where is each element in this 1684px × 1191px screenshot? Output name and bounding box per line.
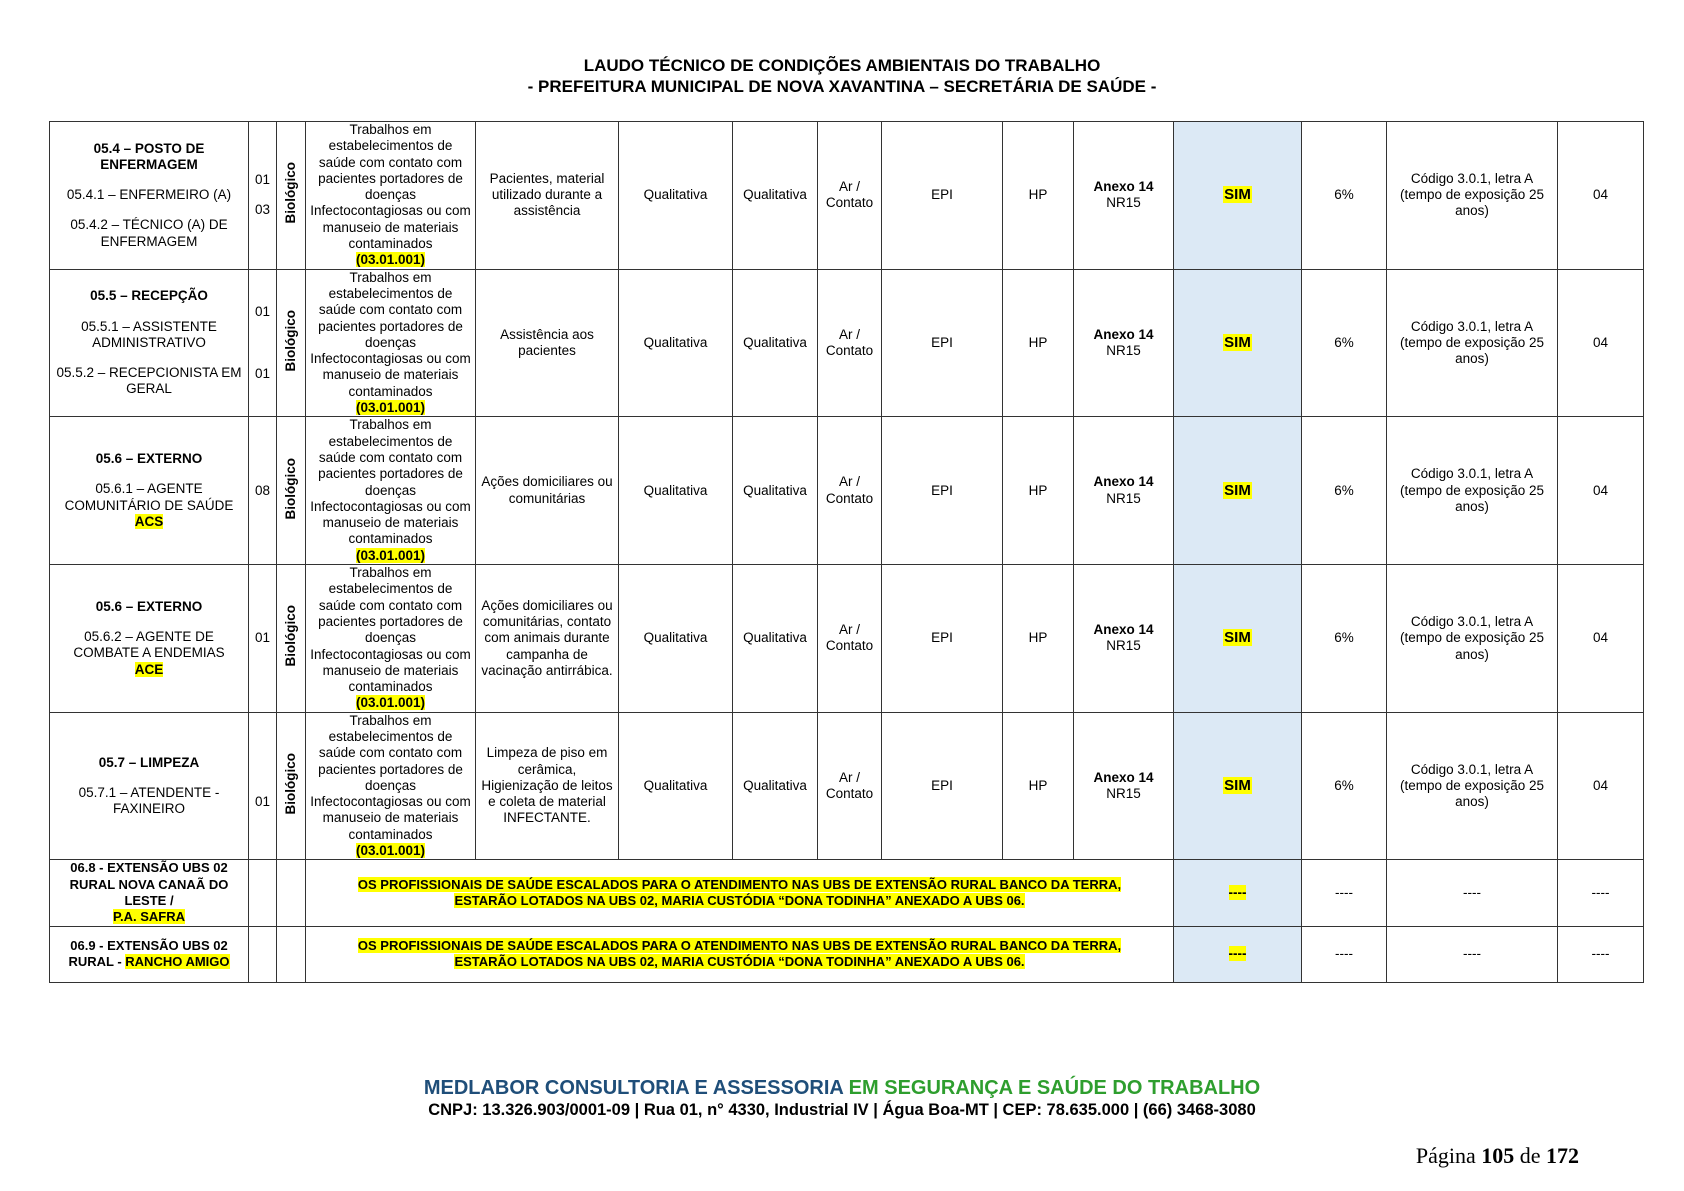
source-cell: Limpeza de piso em cerâmica, Higienização de leitos e coleta de material INFECTANTE.: [476, 712, 619, 860]
agent-cell: [306, 417, 476, 565]
page-number: [1416, 1143, 1579, 1169]
sector-cell: [50, 712, 249, 860]
agent-text: Trabalhos em estabelecimentos de saúde com contato com pacientes portadores de doenças Infectocontagiosas ou com manuseio de materiais contaminados: [310, 712, 471, 842]
source-cell: Assistência aos pacientes: [476, 269, 619, 417]
evaluation-cell: Qualitativa: [733, 712, 818, 860]
header-title: LAUDO TÉCNICO DE CONDIÇÕES AMBIENTAIS DO TRABALHO: [583, 56, 1101, 75]
years-cell: 04: [1558, 269, 1644, 417]
function-name: 05.4.2 – TÉCNICO (A) DE ENFERMAGEM: [70, 217, 228, 249]
insalubrity-value: SIM: [1224, 776, 1251, 794]
agent-cell: [306, 269, 476, 417]
extension-notice-cell: [306, 860, 1174, 926]
risk-type-cell: [277, 712, 306, 860]
annex-title: Anexo 14: [1093, 769, 1154, 785]
risk-type: Biológico: [282, 310, 298, 372]
annex-cell: [1074, 269, 1174, 417]
agent-text: Trabalhos em estabelecimentos de saúde com contato com pacientes portadores de doenças Infectocontagiosas ou com manuseio de materiais contaminados: [310, 565, 471, 695]
page-word: Página: [1415, 1143, 1476, 1168]
risk-type-cell: [277, 269, 306, 417]
quantity: 01: [254, 303, 271, 319]
code-cell: Código 3.0.1, letra A (tempo de exposição 25 anos): [1387, 269, 1558, 417]
insalubrity-cell: [1174, 926, 1302, 982]
source-cell: Ações domiciliares ou comunitárias, contato com animais durante campanha de vacinação antirrábica.: [476, 565, 619, 713]
evaluation-cell: Qualitativa: [733, 122, 818, 270]
frequency-cell: HP: [1003, 122, 1074, 270]
table-row: [50, 269, 1644, 417]
route-line: Contato: [825, 638, 874, 654]
agent-code: (03.01.001): [355, 547, 426, 563]
agent-code: (03.01.001): [355, 695, 426, 711]
risk-type-cell: [277, 417, 306, 565]
function-name: [53, 481, 245, 530]
annex-title: Anexo 14: [1093, 474, 1154, 490]
protection-cell: EPI: [882, 122, 1003, 270]
risk-type: Biológico: [282, 753, 298, 815]
agent-code: (03.01.001): [355, 843, 426, 859]
percent-cell: ----: [1302, 860, 1387, 926]
annex-title: Anexo 14: [1093, 326, 1154, 342]
function-text: 05.6.1 – AGENTE COMUNITÁRIO DE SAÚDE: [64, 481, 234, 513]
annex-norm: NR15: [1106, 638, 1141, 654]
quantity-cell: [249, 122, 277, 270]
table-row: [50, 860, 1644, 926]
empty-cell: [249, 926, 277, 982]
function-name: [53, 629, 245, 678]
sector-title: 05.4 – POSTO DE ENFERMAGEM: [93, 140, 205, 172]
years-cell: ----: [1558, 860, 1644, 926]
table-row: [50, 122, 1644, 270]
extension-title-cell: [50, 860, 249, 926]
code-cell: Código 3.0.1, letra A (tempo de exposição 25 anos): [1387, 417, 1558, 565]
route-line: Contato: [825, 786, 874, 802]
extension-tag: RANCHO AMIGO: [125, 954, 230, 970]
insalubrity-cell: [1174, 860, 1302, 926]
route-line: Ar /: [838, 179, 860, 195]
extension-notice-line: ESTARÃO LOTADOS NA UBS 02, MARIA CUSTÓDIA “DONA TODINHA” ANEXADO A UBS 06.: [454, 892, 1025, 908]
route-cell: [818, 269, 882, 417]
function-text: 05.6.2 – AGENTE DE COMBATE A ENDEMIAS: [73, 629, 225, 661]
table-row: [50, 565, 1644, 713]
empty-cell: [277, 926, 306, 982]
page-current: 105: [1481, 1143, 1515, 1168]
years-cell: 04: [1558, 417, 1644, 565]
quantity: 03: [254, 202, 271, 218]
extension-notice-line: ESTARÃO LOTADOS NA UBS 02, MARIA CUSTÓDIA “DONA TODINHA” ANEXADO A UBS 06.: [454, 954, 1025, 970]
sector-title: 05.6 – EXTERNO: [95, 451, 203, 467]
extension-notice-cell: [306, 926, 1174, 982]
evaluation-cell: Qualitativa: [619, 122, 733, 270]
agent-cell: [306, 712, 476, 860]
insalubrity-cell: [1174, 122, 1302, 270]
sector-cell: [50, 565, 249, 713]
route-line: Contato: [825, 195, 874, 211]
function-name: 05.5.2 – RECEPCIONISTA EM GERAL: [56, 365, 242, 397]
frequency-cell: HP: [1003, 712, 1074, 860]
annex-norm: NR15: [1106, 786, 1141, 802]
evaluation-cell: Qualitativa: [619, 565, 733, 713]
route-cell: [818, 417, 882, 565]
function-name: 05.4.1 – ENFERMEIRO (A): [66, 187, 232, 203]
percent-cell: ----: [1302, 926, 1387, 982]
footer-brand: [0, 1077, 1684, 1100]
route-line: Ar /: [838, 326, 860, 342]
evaluation-cell: Qualitativa: [733, 269, 818, 417]
extension-notice-line: OS PROFISSIONAIS DE SAÚDE ESCALADOS PARA O ATENDIMENTO NAS UBS DE EXTENSÃO RURAL BANCO DA TERRA,: [357, 937, 1122, 953]
insalubrity-cell: [1174, 269, 1302, 417]
insalubrity-cell: [1174, 417, 1302, 565]
sector-title: 05.5 – RECEPÇÃO: [90, 288, 208, 304]
insalubrity-value: SIM: [1224, 481, 1251, 499]
sector-title: 05.7 – LIMPEZA: [98, 754, 200, 770]
protection-cell: EPI: [882, 417, 1003, 565]
code-cell: Código 3.0.1, letra A (tempo de exposição 25 anos): [1387, 712, 1558, 860]
years-cell: 04: [1558, 565, 1644, 713]
quantity-cell: 01: [249, 565, 277, 713]
percent-cell: 6%: [1302, 712, 1387, 860]
code-cell: ----: [1387, 926, 1558, 982]
risk-type: Biológico: [282, 162, 298, 224]
code-cell: Código 3.0.1, letra A (tempo de exposição 25 anos): [1387, 565, 1558, 713]
evaluation-cell: Qualitativa: [733, 565, 818, 713]
agent-code: (03.01.001): [355, 400, 426, 416]
quantity-cell: [249, 712, 277, 860]
extension-notice-line: OS PROFISSIONAIS DE SAÚDE ESCALADOS PARA O ATENDIMENTO NAS UBS DE EXTENSÃO RURAL BANCO DA TERRA,: [357, 876, 1122, 892]
quantity: 01: [254, 172, 271, 188]
insalubrity-value: ----: [1228, 884, 1247, 900]
extension-title: 06.8 - EXTENSÃO UBS 02 RURAL NOVA CANAÃ DO LESTE /: [69, 860, 229, 908]
quantity-cell: [249, 269, 277, 417]
page-total: 172: [1546, 1143, 1579, 1168]
extension-title-cell: [50, 926, 249, 982]
annex-cell: [1074, 712, 1174, 860]
sector-title: 05.6 – EXTERNO: [95, 598, 203, 614]
route-line: Ar /: [838, 474, 860, 490]
risk-type-cell: [277, 565, 306, 713]
frequency-cell: HP: [1003, 269, 1074, 417]
header-subtitle: - PREFEITURA MUNICIPAL DE NOVA XAVANTINA – SECRETÁRIA DE SAÚDE -: [527, 77, 1157, 96]
annex-title: Anexo 14: [1093, 179, 1154, 195]
risk-type-cell: [277, 122, 306, 270]
protection-cell: EPI: [882, 269, 1003, 417]
evaluation-cell: Qualitativa: [733, 417, 818, 565]
annex-cell: [1074, 122, 1174, 270]
route-cell: [818, 122, 882, 270]
route-line: Contato: [825, 490, 874, 506]
sector-cell: [50, 417, 249, 565]
percent-cell: 6%: [1302, 565, 1387, 713]
route-cell: [818, 565, 882, 713]
annex-norm: NR15: [1106, 195, 1141, 211]
annex-cell: [1074, 565, 1174, 713]
table-row: [50, 417, 1644, 565]
protection-cell: EPI: [882, 565, 1003, 713]
percent-cell: 6%: [1302, 417, 1387, 565]
evaluation-cell: Qualitativa: [619, 269, 733, 417]
risk-type: Biológico: [282, 457, 298, 520]
years-cell: 04: [1558, 122, 1644, 270]
empty-cell: [277, 860, 306, 926]
risk-table: [49, 121, 1644, 983]
route-line: Ar /: [838, 622, 860, 638]
frequency-cell: HP: [1003, 417, 1074, 565]
function-tag: ACE: [134, 661, 164, 677]
insalubrity-value: SIM: [1224, 333, 1251, 351]
brand-name: MEDLABOR CONSULTORIA E ASSESSORIA: [423, 1077, 844, 1099]
insalubrity-value: ----: [1228, 945, 1247, 961]
protection-cell: EPI: [882, 712, 1003, 860]
evaluation-cell: Qualitativa: [619, 417, 733, 565]
insalubrity-value: SIM: [1224, 186, 1251, 204]
years-cell: ----: [1558, 926, 1644, 982]
source-cell: Pacientes, material utilizado durante a assistência: [476, 122, 619, 270]
page-of: de: [1519, 1143, 1541, 1168]
agent-text: Trabalhos em estabelecimentos de saúde com contato com pacientes portadores de doenças Infectocontagiosas ou com manuseio de materiais contaminados: [310, 417, 471, 547]
document-header: [0, 55, 1684, 97]
extension-title: 06.9 - EXTENSÃO UBS 02 RURAL -: [68, 937, 228, 970]
brand-tagline: EM SEGURANÇA E SAÚDE DO TRABALHO: [848, 1077, 1261, 1099]
sector-cell: [50, 269, 249, 417]
frequency-cell: HP: [1003, 565, 1074, 713]
years-cell: 04: [1558, 712, 1644, 860]
table-row: [50, 712, 1644, 860]
code-cell: ----: [1387, 860, 1558, 926]
source-cell: Ações domiciliares ou comunitárias: [476, 417, 619, 565]
annex-cell: [1074, 417, 1174, 565]
annex-norm: NR15: [1106, 343, 1141, 358]
agent-cell: [306, 122, 476, 270]
percent-cell: 6%: [1302, 269, 1387, 417]
annex-norm: NR15: [1106, 490, 1141, 506]
agent-code: (03.01.001): [355, 252, 426, 268]
agent-text: Trabalhos em estabelecimentos de saúde com contato com pacientes portadores de doenças Infectocontagiosas ou com manuseio de materiais contaminados: [310, 269, 471, 399]
insalubrity-cell: [1174, 712, 1302, 860]
quantity: 01: [254, 366, 271, 381]
route-line: Contato: [825, 343, 874, 358]
risk-type: Biológico: [282, 605, 298, 667]
quantity-cell: 08: [249, 417, 277, 565]
percent-cell: 6%: [1302, 122, 1387, 270]
agent-cell: [306, 565, 476, 713]
function-tag: ACS: [134, 513, 164, 529]
insalubrity-cell: [1174, 565, 1302, 713]
footer-address: CNPJ: 13.326.903/0001-09 | Rua 01, n° 4330, Industrial IV | Água Boa-MT | CEP: 78.635.000 | (66) 3468-3080: [428, 1101, 1256, 1119]
function-name: 05.5.1 – ASSISTENTE ADMINISTRATIVO: [81, 318, 217, 350]
insalubrity-value: SIM: [1224, 629, 1251, 647]
sector-cell: [50, 122, 249, 270]
annex-title: Anexo 14: [1093, 622, 1154, 638]
route-line: Ar /: [838, 769, 860, 785]
route-cell: [818, 712, 882, 860]
evaluation-cell: Qualitativa: [619, 712, 733, 860]
extension-tag: P.A. SAFRA: [113, 909, 185, 925]
table-row: [50, 926, 1644, 982]
empty-cell: [249, 860, 277, 926]
code-cell: Código 3.0.1, letra A (tempo de exposição 25 anos): [1387, 122, 1558, 270]
agent-text: Trabalhos em estabelecimentos de saúde com contato com pacientes portadores de doenças Infectocontagiosas ou com manuseio de materiais contaminados: [310, 122, 471, 252]
function-name: 05.7.1 – ATENDENTE - FAXINEIRO: [78, 784, 220, 817]
quantity: 01: [254, 793, 271, 809]
